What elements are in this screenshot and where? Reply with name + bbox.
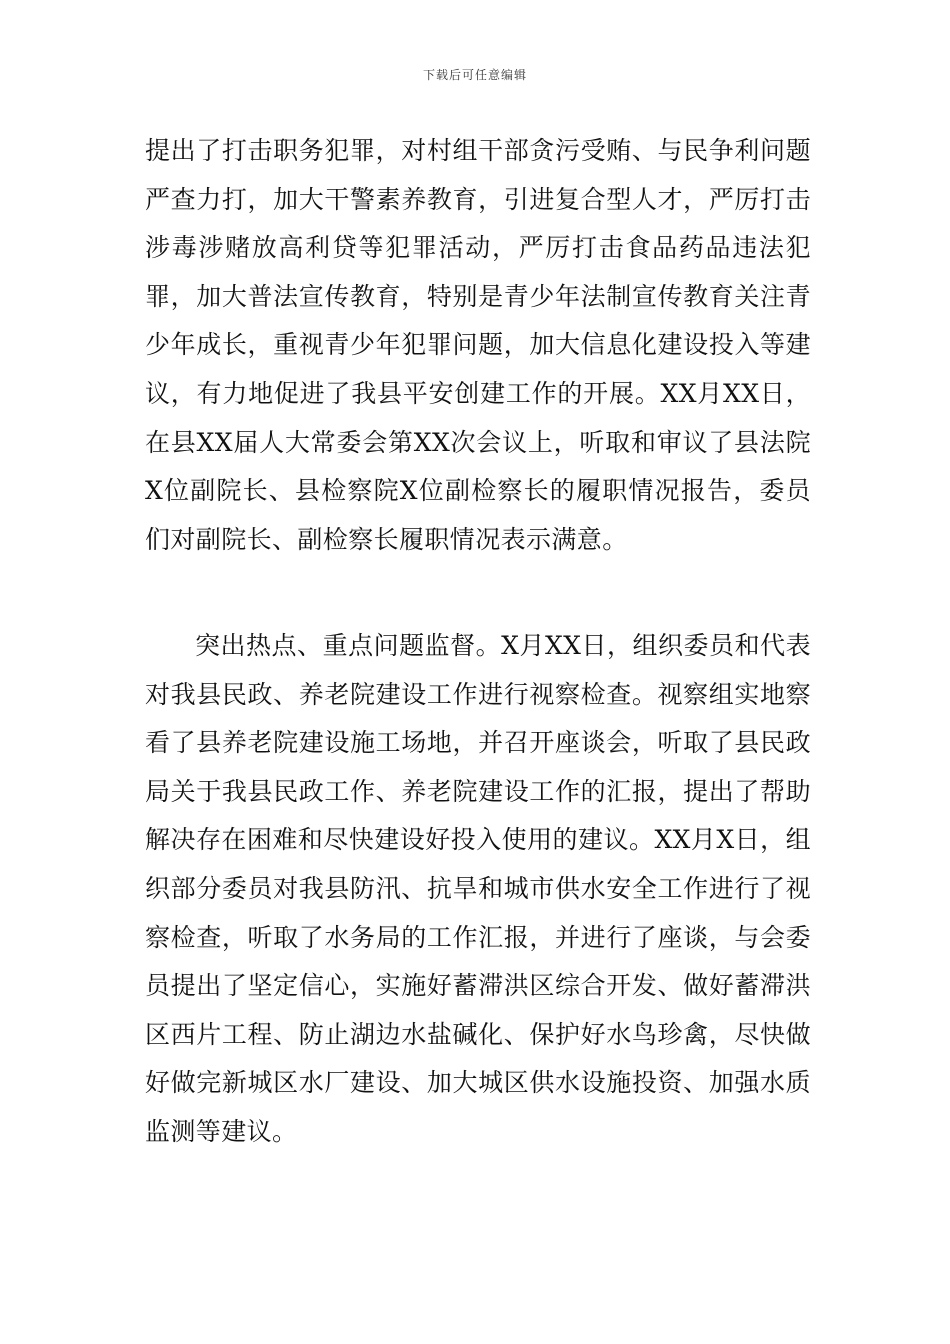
page-header: 下载后可任意编辑 [422, 68, 527, 82]
body-paragraph-1: 提出了打击职务犯罪，对村组干部贪污受贿、与民争利问题严查力打，加大干警素养教育，引进复合型人才，严厉打击涉毒涉赌放高利贷等犯罪活动，严厉打击食品药品违法犯罪，加大普法宣传教育，特别是青少年法制宣传教育关注青少年成长，重视青少年犯罪问题，加大信息化建设投入等建议，有力地促进了我县平安创建工作的开展。XX月XX日，在县XX届人大常委会第XX次会议上，听取和审议了县法院X位副院长、县检察院X位副检察长的履职情况报告，委员们对副院长、副检察长履职情况表示满意。 [145, 136, 811, 554]
body-paragraph-2: 突出热点、重点问题监督。X月XX日，组织委员和代表对我县民政、养老院建设工作进行视察检查。视察组实地察看了县养老院建设施工场地，并召开座谈会，听取了县民政局关于我县民政工作、养老院建设工作的汇报，提出了帮助解决存在困难和尽快建设好投入使用的建议。XX月X日，组织部分委员对我县防汛、抗旱和城市供水安全工作进行了视察检查，听取了水务局的工作汇报，并进行了座谈，与会委员提出了坚定信心，实施好蓄滞洪区综合开发、做好蓄滞洪区西片工程、防止湖边水盐碱化、保护好水鸟珍禽，尽快做好做完新城区水厂建设、加大城区供水设施投资、加强水质监测等建议。 [145, 631, 811, 1146]
